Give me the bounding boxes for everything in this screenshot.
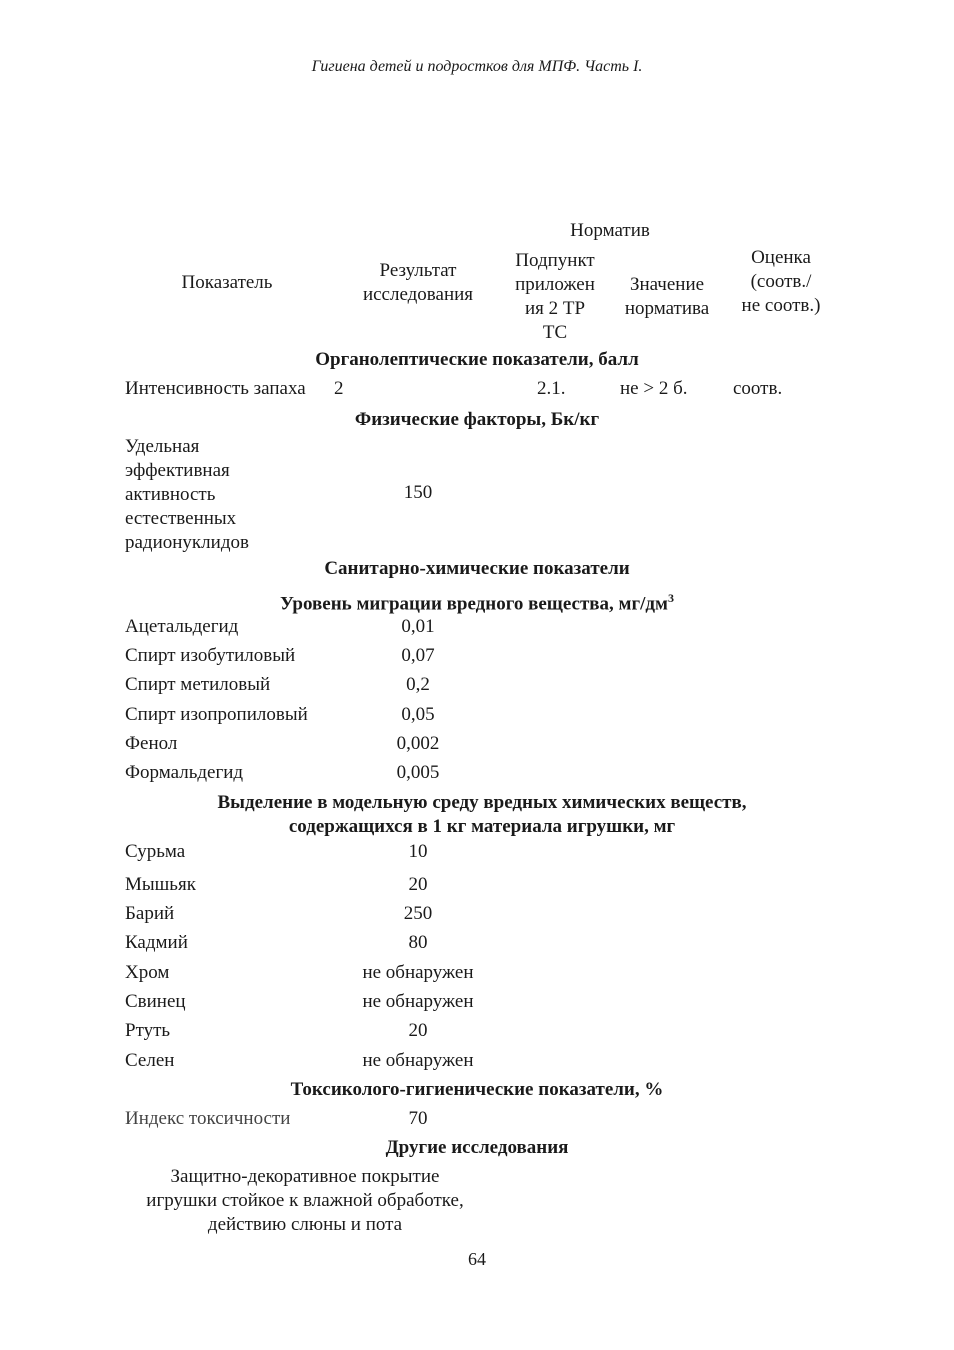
migration-title-text: Уровень миграции вредного вещества, мг/дм (280, 593, 668, 615)
row-name-arsenic: Мышьяк (125, 874, 196, 895)
header-assessment-line3: не соотв.) (741, 295, 821, 316)
header-result-line2: исследования (362, 284, 474, 305)
row-result-arsenic: 20 (408, 874, 428, 895)
header-result-line1: Результат (379, 260, 457, 281)
header-normativ: Норматив (570, 220, 650, 241)
row-result-isopropanol: 0,05 (401, 704, 435, 725)
section-title-release-line2: содержащихся в 1 кг материала игрушки, мг (288, 816, 676, 837)
row-result-phenol: 0,002 (396, 733, 440, 754)
migration-title-sup: 3 (667, 591, 674, 605)
row-name-mercury: Ртуть (125, 1020, 171, 1041)
row-name-formaldehyde: Формальдегид (125, 762, 244, 783)
section-title-toxicological: Токсиколого-гигиенические показатели, % (290, 1079, 664, 1100)
row-assessment-odor: соотв. (733, 378, 783, 399)
row-result-lead: не обнаружен (362, 991, 474, 1012)
row-result-barium: 250 (403, 903, 433, 924)
section-title-migration (0, 586, 954, 616)
header-assessment-line2: (соотв./ (750, 271, 812, 292)
header-subclause-line3: ия 2 ТР (524, 298, 586, 319)
row-name-odor: Интенсивность запаха (125, 378, 306, 399)
row-result-selenium: не обнаружен (362, 1050, 474, 1071)
row-name-radionuclides-line2: эффективная (125, 460, 230, 481)
row-name-toxicity-index: Индекс токсичности (125, 1108, 291, 1129)
row-result-antimony: 10 (408, 841, 428, 862)
other-text-line1: Защитно-декоративное покрытие (170, 1166, 440, 1187)
row-name-antimony: Сурьма (125, 841, 186, 862)
row-name-methanol: Спирт метиловый (125, 674, 271, 695)
row-name-selenium: Селен (125, 1050, 175, 1071)
row-norm-odor: не > 2 б. (620, 378, 688, 399)
header-norm-value-line1: Значение (629, 274, 705, 295)
row-name-barium: Барий (125, 903, 175, 924)
header-norm-value-line2: норматива (624, 298, 710, 319)
row-name-acetaldehyde: Ацетальдегид (125, 616, 239, 637)
row-result-cadmium: 80 (408, 932, 428, 953)
other-text-line3: действию слюны и пота (207, 1214, 403, 1235)
header-subclause-line2: приложен (515, 274, 595, 295)
row-result-methanol: 0,2 (406, 674, 430, 695)
row-name-radionuclides-line5: радионуклидов (125, 532, 249, 553)
section-title-other: Другие исследования (385, 1137, 569, 1158)
row-name-isopropanol: Спирт изопропиловый (125, 704, 308, 725)
row-name-cadmium: Кадмий (125, 932, 188, 953)
page-number: 64 (468, 1249, 486, 1269)
row-name-radionuclides-line1: Удельная (125, 436, 200, 457)
row-name-chromium: Хром (125, 962, 170, 983)
row-name-radionuclides-line4: естественных (125, 508, 237, 529)
row-subclause-odor: 2.1. (537, 378, 566, 399)
row-name-radionuclides-line3: активность (125, 484, 216, 505)
section-title-release-line1: Выделение в модельную среду вредных химических веществ, (217, 792, 747, 813)
running-header: Гигиена детей и подростков для МПФ. Часть I. (311, 58, 643, 75)
section-title-physical: Физические факторы, Бк/кг (354, 409, 600, 430)
other-text-line2: игрушки стойкое к влажной обработке, (146, 1190, 464, 1211)
header-indicator: Показатель (181, 272, 273, 293)
row-result-acetaldehyde: 0,01 (401, 616, 435, 637)
row-name-phenol: Фенол (125, 733, 178, 754)
row-name-lead: Свинец (125, 991, 186, 1012)
row-result-formaldehyde: 0,005 (396, 762, 440, 783)
row-result-mercury: 20 (408, 1020, 428, 1041)
header-assessment-line1: Оценка (751, 247, 811, 268)
row-result-odor: 2 (334, 378, 344, 399)
row-result-isobutanol: 0,07 (401, 645, 435, 666)
row-result-radionuclides: 150 (403, 482, 433, 503)
row-name-isobutanol: Спирт изобутиловый (125, 645, 296, 666)
header-subclause-line1: Подпункт (515, 250, 595, 271)
header-subclause-line4: ТС (542, 322, 568, 343)
section-title-organoleptic: Органолептические показатели, балл (315, 349, 639, 370)
row-result-chromium: не обнаружен (362, 962, 474, 983)
row-result-toxicity-index: 70 (408, 1108, 428, 1129)
section-title-sanitary: Санитарно-химические показатели (324, 558, 630, 579)
